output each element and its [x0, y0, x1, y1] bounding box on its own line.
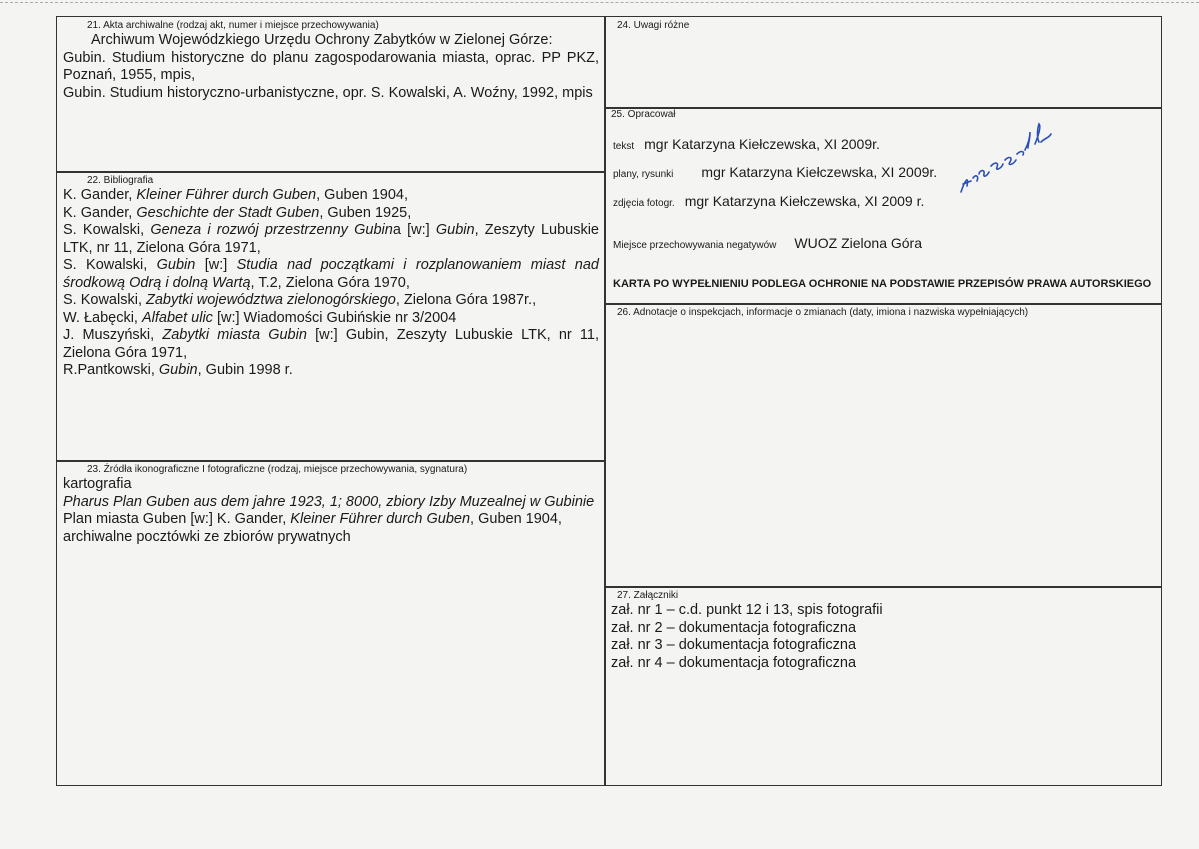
bibliography-entry: S. Kowalski, Gubin [w:] Studia nad początkami i rozplanowaniem miast nad środkową Odrą i dolną Wartą, T.2, Zielona Góra 1970,	[63, 257, 599, 291]
section-22-label: 22. Bibliografia	[87, 175, 154, 186]
attachment-item: zał. nr 1 – c.d. punkt 12 i 13, spis fotografii	[611, 602, 883, 618]
section-27-attachments	[604, 586, 1162, 786]
bibliography-entry: K. Gander, Geschichte der Stadt Guben, Guben 1925,	[63, 204, 412, 221]
source-postcards: archiwalne pocztówki ze zbiorów prywatnych	[63, 528, 351, 545]
copyright-notice: KARTA PO WYPEŁNIENIU PODLEGA OCHRONIE NA PODSTAWIE PRZEPISÓW PRAWA AUTORSKIEGO	[613, 278, 1152, 290]
attachments-list	[611, 602, 1155, 672]
attachment-item: zał. nr 2 – dokumentacja fotograficzna	[611, 619, 857, 636]
section-27-label: 27. Załączniki	[617, 590, 679, 601]
section-21-text	[63, 32, 599, 102]
section-25-label: 25. Opracował	[611, 109, 676, 120]
section-23-text	[63, 476, 599, 546]
attachment-item: zał. nr 3 – dokumentacja fotograficzna	[611, 637, 857, 653]
section-21-label: 21. Akta archiwalne (rodzaj akt, numer i miejsce przechowywania)	[87, 20, 379, 31]
bibliography-entry: J. Muszyński, Zabytki miasta Gubin [w:] Gubin, Zeszyty Lubuskie LTK, nr 11, Zielona Góra 1971,	[63, 327, 599, 361]
section-26-label: 26. Adnotacje o inspekcjach, informacje o zmianach (daty, imiona i nazwiska wypełniających)	[617, 307, 1029, 318]
attachment-item: zał. nr 4 – dokumentacja fotograficzna	[611, 654, 857, 671]
archive-line-1: Archiwum Wojewódzkiego Urzędu Ochrony Zabytków w Zielonej Górze:	[91, 32, 553, 48]
source-category: kartografia	[63, 476, 132, 492]
handwritten-signature	[955, 120, 1055, 200]
bibliography-entry: R.Pantkowski, Gubin, Gubin 1998 r.	[63, 362, 293, 378]
section-24-label: 24. Uwagi różne	[617, 20, 690, 31]
author-photos-row: zdjęcia fotogr. mgr Katarzyna Kiełczewska, XI 2009 r.	[613, 193, 925, 209]
archive-line-2: Gubin. Studium historyczne do planu zagospodarowania miasta, oprac. PP PKZ, Poznań, 1955, mpis,	[63, 49, 599, 83]
author-plans-row: plany, rysunki mgr Katarzyna Kiełczewska, XI 2009r.	[613, 164, 938, 180]
negatives-location-row: Miejsce przechowywania negatywów WUOZ Zielona Góra	[613, 235, 923, 251]
bibliography-entry: S. Kowalski, Zabytki województwa zielonogórskiego, Zielona Góra 1987r.,	[63, 292, 537, 308]
author-text-row: tekst mgr Katarzyna Kiełczewska, XI 2009r.	[613, 136, 880, 152]
bibliography-entry: K. Gander, Kleiner Führer durch Guben, Guben 1904,	[63, 187, 409, 203]
archive-line-3: Gubin. Studium historyczno-urbanistyczne, opr. S. Kowalski, A. Woźny, 1992, mpis	[63, 84, 593, 101]
source-city-plan: Plan miasta Guben [w:] K. Gander, Kleiner Führer durch Guben, Guben 1904,	[63, 511, 562, 527]
section-22-bibliography	[56, 171, 606, 462]
section-25-prepared-by	[604, 107, 1162, 305]
section-24-remarks	[604, 16, 1162, 109]
bibliography-list	[63, 187, 599, 380]
page-top-edge	[0, 2, 1199, 3]
bibliography-entry: W. Łabęcki, Alfabet ulic [w:] Wiadomości Gubińskie nr 3/2004	[63, 309, 457, 326]
section-26-annotations	[604, 303, 1162, 588]
bibliography-entry: S. Kowalski, Geneza i rozwój przestrzenny Gubina [w:] Gubin, Zeszyty Lubuskie LTK, nr 11, Zielona Góra 1971,	[63, 222, 599, 256]
section-23-label: 23. Źródła ikonograficzne I fotograficzne (rodzaj, miejsce przechowywania, sygnatura)	[87, 464, 468, 475]
section-23-iconographic-sources	[56, 460, 606, 786]
source-pharus-plan: Pharus Plan Guben aus dem jahre 1923, 1; 8000, zbiory Izby Muzealnej w Gubinie	[63, 493, 595, 510]
section-21-archives	[56, 16, 606, 173]
